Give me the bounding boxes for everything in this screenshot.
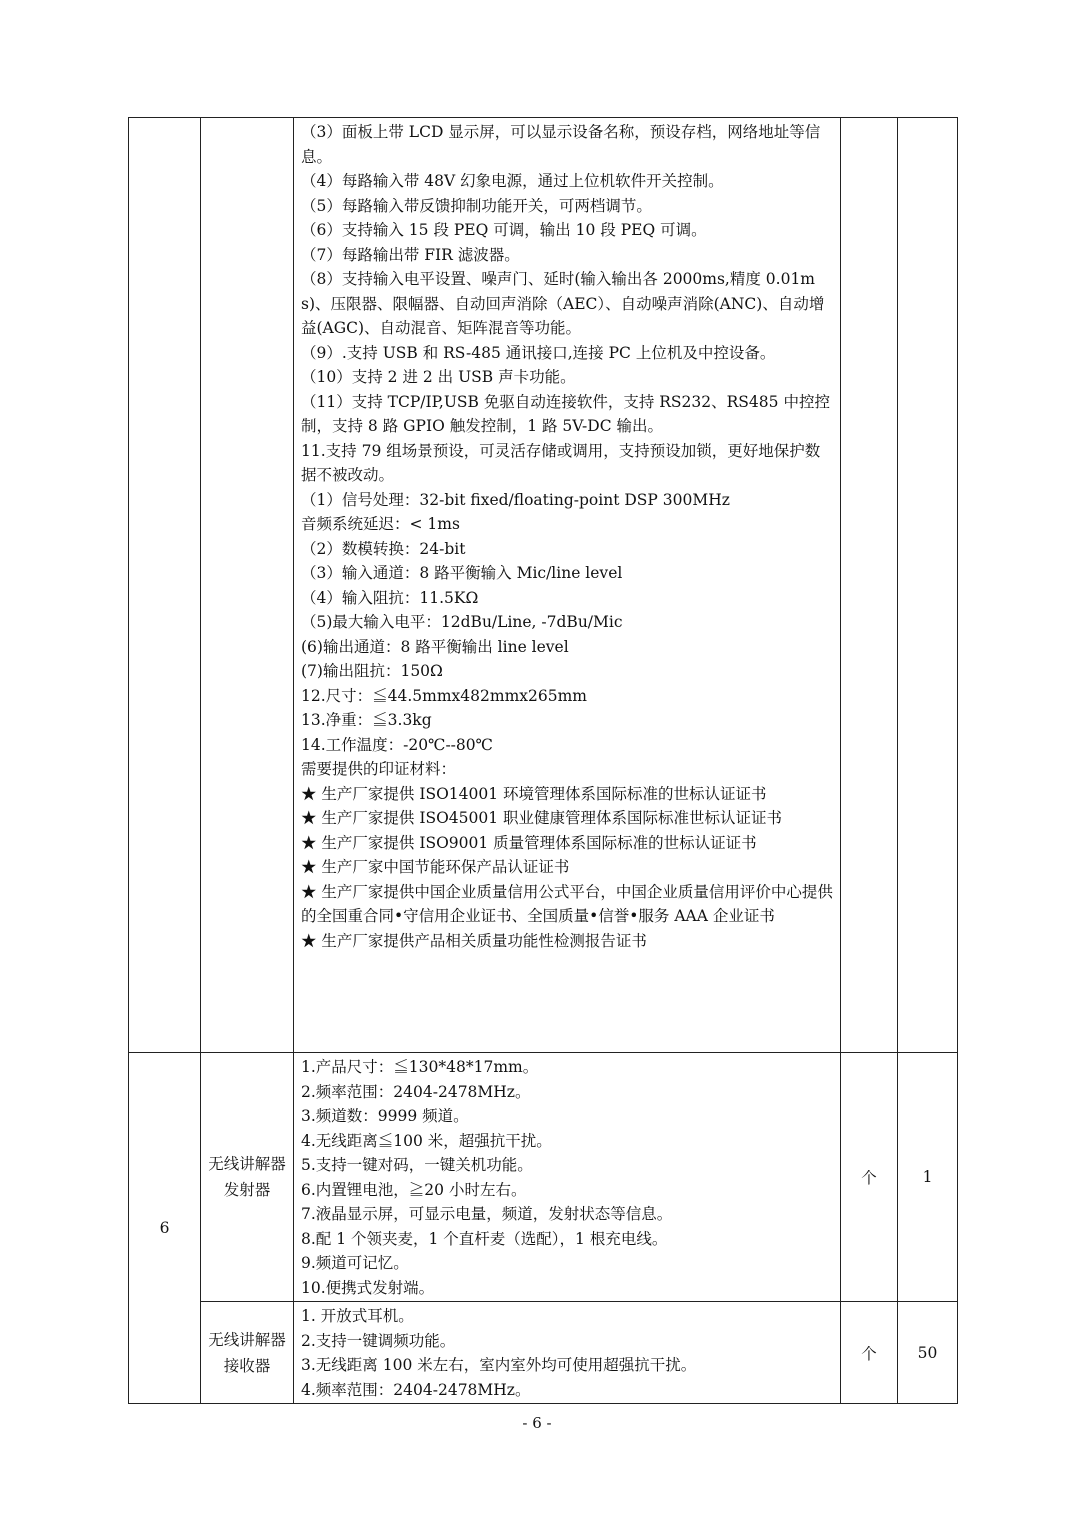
spec-line: （11）支持 TCP/IP,USB 免驱自动连接软件，支持 RS232、RS485 中控控制，支持 8 路 GPIO 触发控制，1 路 5V-DC 输出。 <box>301 392 830 435</box>
spec-line: 1.产品尺寸：≦130*48*17mm。 <box>301 1058 539 1076</box>
spec-line: （10）支持 2 进 2 出 USB 声卡功能。 <box>301 368 576 386</box>
item-unit: 个 <box>841 1302 898 1404</box>
spec-lines <box>301 120 834 953</box>
name-cell-empty <box>201 118 294 1053</box>
spec-line: 5.支持一键对码，一键关机功能。 <box>301 1156 533 1174</box>
spec-line: 11.支持 79 组场景预设，可灵活存储或调用，支持预设加锁，更好地保护数据不被改动。 <box>301 441 821 484</box>
spec-line: 14.工作温度：-20℃--80℃ <box>301 735 493 754</box>
spec-line: （6）支持输入 15 段 PEQ 可调，输出 10 段 PEQ 可调。 <box>301 221 707 239</box>
spec-line: 2.频率范围：2404-2478MHz。 <box>301 1082 531 1101</box>
spec-line: （2）数模转换：24-bit <box>301 539 466 558</box>
table-row-transmitter <box>129 1053 958 1302</box>
item-name: 无线讲解器发射器 <box>208 1155 286 1199</box>
table-row-receiver <box>129 1302 958 1404</box>
spec-line: 2.支持一键调频功能。 <box>301 1331 456 1350</box>
item-qty: 50 <box>898 1302 958 1404</box>
spec-line: 13.净重：≦3.3kg <box>301 711 432 729</box>
spec-description <box>294 1053 841 1302</box>
spec-line: （5）每路输入带反馈抑制功能开关，可两档调节。 <box>301 196 652 215</box>
spec-line: ★ 生产厂家提供 ISO14001 环境管理体系国际标准的世标认证证书 <box>301 784 767 803</box>
spec-line: （9）.支持 USB 和 RS-485 通讯接口,连接 PC 上位机及中控设备。 <box>301 343 776 362</box>
spec-line: 需要提供的印证材料： <box>301 760 457 778</box>
spec-line: ★ 生产厂家提供中国企业质量信用公式平台，中国企业质量信用评价中心提供的全国重合同•守信用企业证书、全国质量•信誉•服务 AAA 企业证书 <box>301 882 833 925</box>
spec-line: （5)最大输入电平：12dBu/Line, -7dBu/Mic <box>301 613 623 631</box>
item-index: 6 <box>129 1053 201 1404</box>
spec-line: ★ 生产厂家中国节能环保产品认证证书 <box>301 858 570 876</box>
spec-line: 4.无线距离≦100 米，超强抗干扰。 <box>301 1131 552 1150</box>
spec-line: 1. 开放式耳机。 <box>301 1307 414 1325</box>
spec-line: （1）信号处理：32-bit fixed/floating-point DSP 300MHz <box>301 490 730 509</box>
item-unit: 个 <box>841 1053 898 1302</box>
spec-line: 12.尺寸：≦44.5mmx482mmx265mm <box>301 686 588 705</box>
spec-line: 4.频率范围：2404-2478MHz。 <box>301 1380 531 1399</box>
spec-description <box>294 1302 841 1404</box>
spec-line: 10.便携式发射端。 <box>301 1278 435 1297</box>
spec-line: ★ 生产厂家提供 ISO45001 职业健康管理体系国际标准世标认证证书 <box>301 809 783 827</box>
spec-line: （4）每路输入带 48V 幻象电源，通过上位机软件开关控制。 <box>301 172 724 190</box>
item-name-cell <box>201 1053 294 1302</box>
index-cell-empty <box>129 118 201 1053</box>
spec-lines <box>301 1304 834 1402</box>
qty-cell-empty <box>898 118 958 1053</box>
spec-line: ★ 生产厂家提供产品相关质量功能性检测报告证书 <box>301 931 647 950</box>
spec-line: (7)输出阻抗：150Ω <box>301 662 443 680</box>
spec-line: 3.频道数：9999 频道。 <box>301 1107 469 1125</box>
item-name-cell <box>201 1302 294 1404</box>
spec-line: （4）输入阻抗：11.5KΩ <box>301 588 479 607</box>
spec-line: （3）面板上带 LCD 显示屏，可以显示设备名称，预设存档，网络地址等信息。 <box>301 123 821 166</box>
spec-line: ★ 生产厂家提供 ISO9001 质量管理体系国际标准的世标认证证书 <box>301 833 757 852</box>
spec-line: 9.频道可记忆。 <box>301 1254 409 1272</box>
spec-line: 8.配 1 个领夹麦，1 个直杆麦（选配），1 根充电线。 <box>301 1229 668 1248</box>
item-qty: 1 <box>898 1053 958 1302</box>
spec-line: (6)输出通道：8 路平衡输出 line level <box>301 637 569 656</box>
spec-description <box>294 118 841 1053</box>
spec-lines <box>301 1055 834 1300</box>
spec-line: 3.无线距离 100 米左右，室内室外均可使用超强抗干扰。 <box>301 1356 697 1374</box>
table-row-continued <box>129 118 958 1053</box>
page-number: - 6 - <box>522 1414 552 1432</box>
spec-line: （3）输入通道：8 路平衡输入 Mic/line level <box>301 564 623 582</box>
spec-line: （8）支持输入电平设置、噪声门、延时(输入输出各 2000ms,精度 0.01ms)、压限器、限幅器、自动回声消除（AEC）、自动噪声消除(ANC)、自动增益(AGC)、自动混音、矩阵混音等功能。 <box>301 270 825 337</box>
item-name: 无线讲解器接收器 <box>208 1330 286 1375</box>
spec-table <box>128 117 958 1404</box>
spec-line: 7.液晶显示屏，可显示电量，频道，发射状态等信息。 <box>301 1205 673 1223</box>
spec-line: 6.内置锂电池，≧20 小时左右。 <box>301 1180 527 1199</box>
unit-cell-empty <box>841 118 898 1053</box>
spec-line: 音频系统延迟：< 1ms <box>301 515 460 533</box>
spec-line: （7）每路输出带 FIR 滤波器。 <box>301 245 520 264</box>
